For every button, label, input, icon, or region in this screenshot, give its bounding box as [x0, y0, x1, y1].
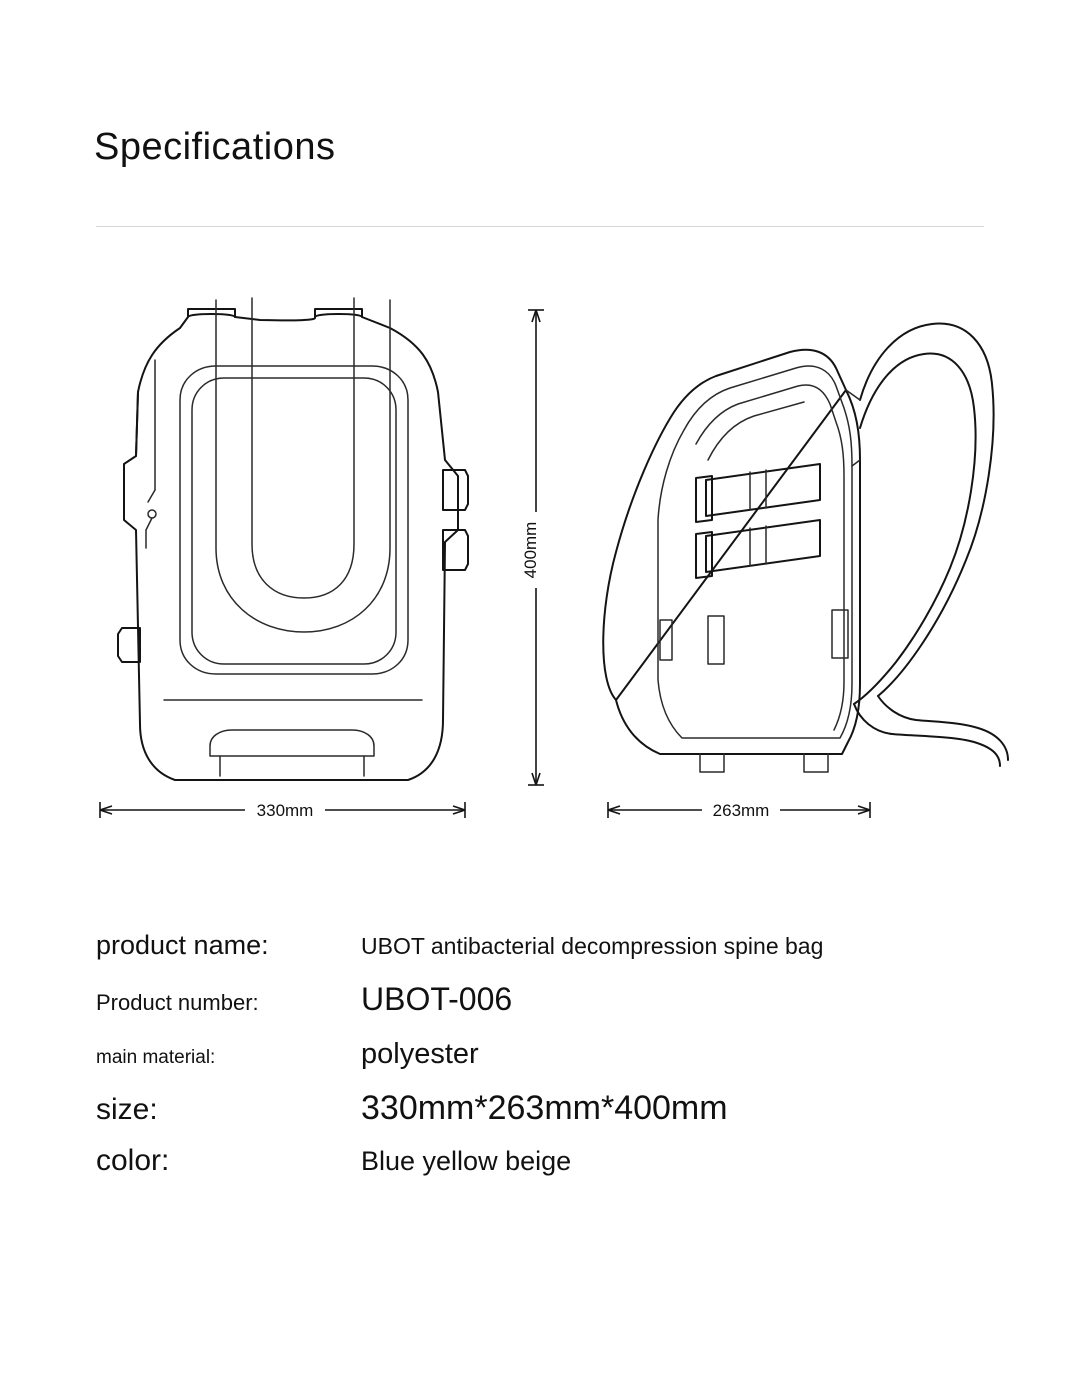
front-width-label: 330mm — [256, 801, 314, 820]
spec-row-product-number — [96, 981, 996, 1018]
height-dimension — [521, 310, 548, 785]
spec-value-size: 330mm*263mm*400mm — [361, 1089, 728, 1127]
spec-label-color: color: — [96, 1144, 170, 1177]
backpack-front-view — [118, 298, 468, 780]
spec-value-product-number: UBOT-006 — [361, 981, 513, 1017]
spec-label-main-material: main material: — [96, 1047, 216, 1068]
specifications-table — [96, 930, 996, 1178]
spec-value-main-material: polyester — [361, 1038, 479, 1070]
spec-row-main-material — [96, 1038, 996, 1071]
page-title: Specifications — [94, 126, 336, 168]
title-divider — [96, 226, 984, 227]
spec-value-color: Blue yellow beige — [361, 1146, 572, 1176]
spec-row-size — [96, 1089, 996, 1128]
front-width-dimension — [100, 798, 465, 822]
height-label: 400mm — [521, 521, 540, 579]
spec-label-product-number: Product number: — [96, 990, 259, 1015]
side-depth-label: 263mm — [712, 801, 770, 820]
spec-value-product-name: UBOT antibacterial decompression spine bag — [361, 933, 824, 959]
spec-row-color — [96, 1144, 996, 1178]
side-depth-dimension — [608, 798, 870, 822]
product-dimension-diagram — [60, 280, 1020, 860]
spec-label-size: size: — [96, 1093, 158, 1126]
spec-row-product-name — [96, 930, 996, 961]
spec-label-product-name: product name: — [96, 930, 269, 960]
backpack-side-view — [603, 324, 1008, 772]
